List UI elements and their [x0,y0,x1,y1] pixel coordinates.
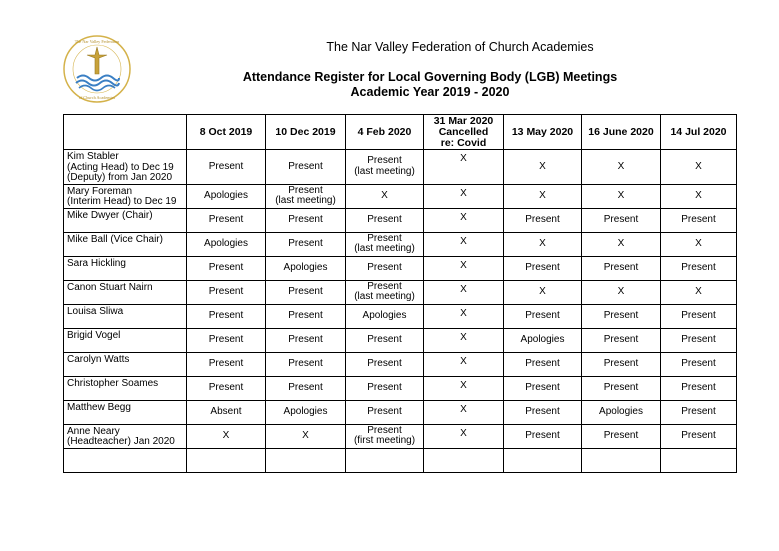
attendance-cell [661,424,737,448]
attendance-table [63,114,737,473]
attendance-value: X [695,237,702,249]
attendance-value: Present [288,381,323,393]
attendance-cell [266,400,346,424]
organisation-name: The Nar Valley Federation of Church Academies [326,40,594,54]
member-name-line: Mike Ball (Vice Chair) [67,233,163,245]
attendance-value: Present [603,261,639,273]
table-row [64,424,737,448]
attendance-value: X [539,160,546,172]
attendance-value: Present [208,333,244,345]
member-name-cell [64,208,187,232]
attendance-value: Present [208,261,244,273]
attendance-cell [266,328,346,352]
attendance-cell [266,304,346,328]
member-name-line: Mary Foreman [67,185,133,197]
attendance-value: X [695,189,702,201]
member-name-line: (Deputy) from Jan 2020 [67,172,173,183]
attendance-cell [187,256,266,280]
attendance-cell [424,352,504,376]
table-row [64,232,737,256]
column-header [187,115,266,150]
federation-logo [62,34,132,104]
attendance-cell [582,376,661,400]
attendance-cell [424,376,504,400]
attendance-value: Apologies [362,309,407,321]
attendance-cell [582,232,661,256]
column-header [582,115,661,150]
attendance-value: Present [367,155,402,167]
attendance-cell [187,150,266,185]
table-row [64,208,737,232]
attendance-cell [504,184,582,208]
table-row [64,184,737,208]
attendance-cell [187,232,266,256]
attendance-cell [346,448,424,472]
member-name-cell [64,256,187,280]
attendance-cell [346,376,424,400]
attendance-value: X [460,355,467,367]
attendance-value: Present [525,213,560,225]
column-header [504,115,582,150]
attendance-cell [424,208,504,232]
attendance-value: Present [208,309,244,321]
member-name-line: (Headteacher) Jan 2020 [67,436,175,447]
logo-lettering-bottom: of Church Academies [78,95,116,100]
attendance-cell [187,184,266,208]
member-name-line: Carolyn Watts [67,353,130,365]
attendance-cell [582,208,661,232]
attendance-value: X [460,187,467,199]
attendance-cell [424,304,504,328]
column-header [266,115,346,150]
column-header-line: 4 Feb 2020 [357,125,412,138]
member-name-cell [64,424,187,448]
attendance-value: Present [367,424,402,436]
attendance-cell [346,232,424,256]
attendance-cell [266,448,346,472]
table-row [64,376,737,400]
attendance-value: X [617,160,625,172]
attendance-value: Present [525,405,560,417]
attendance-cell [504,448,582,472]
table-row [64,400,737,424]
attendance-cell [504,328,582,352]
member-name-cell [64,400,187,424]
attendance-value: Present [603,213,639,225]
column-header-line: 13 May 2020 [511,125,574,138]
member-name-line: Matthew Begg [67,401,131,413]
attendance-cell [661,400,737,424]
attendance-cell [187,400,266,424]
attendance-value: Apologies [599,405,643,417]
attendance-value: X [460,153,467,164]
table-row [64,150,737,185]
member-name-cell [64,150,187,185]
attendance-value: Present [603,429,639,441]
attendance-value: Present [681,261,716,273]
attendance-cell [504,256,582,280]
attendance-value: X [617,189,625,201]
attendance-value: Present [367,213,402,225]
attendance-value: Present [525,309,560,321]
column-header [661,115,737,150]
member-name-line: Canon Stuart Nairn [67,281,153,293]
attendance-cell [187,424,266,448]
member-name-cell [64,448,187,472]
logo-lettering: The Nar Valley Federation [74,39,120,44]
attendance-cell [504,376,582,400]
attendance-value: Present [288,237,323,249]
attendance-cell [346,256,424,280]
attendance-cell [661,280,737,304]
member-name-line: Kim Stabler [67,151,119,162]
attendance-cell [661,232,737,256]
member-name-cell [64,184,187,208]
attendance-cell [582,280,661,304]
attendance-cell [661,448,737,472]
attendance-cell [582,400,661,424]
table-row [64,256,737,280]
attendance-cell [582,448,661,472]
attendance-value: (last meeting) [354,243,415,254]
member-name-cell [64,328,187,352]
title-line-2: Academic Year 2019 - 2020 [350,85,510,99]
attendance-value: Present [367,280,402,292]
attendance-value: Present [288,213,323,225]
attendance-value: Absent [210,405,242,417]
attendance-cell [424,184,504,208]
attendance-value: Present [208,285,244,297]
attendance-value: (last meeting) [354,291,415,302]
attendance-value: X [695,160,702,172]
column-header-line: 31 Mar 2020 [433,114,494,127]
attendance-cell [661,376,737,400]
column-header-line: 14 Jul 2020 [670,125,727,138]
attendance-cell [582,304,661,328]
attendance-cell [582,150,661,185]
attendance-value: Present [681,357,716,369]
column-header-line: re: Covid [440,136,487,149]
attendance-value: Apologies [283,405,328,417]
column-header [424,115,504,150]
attendance-cell [266,424,346,448]
member-name-line: Anne Neary [67,425,120,437]
attendance-cell [187,304,266,328]
attendance-value: Present [208,213,244,225]
attendance-value: X [539,285,546,297]
member-name-line: (Acting Head) to Dec 19 [67,161,174,173]
attendance-cell [187,352,266,376]
attendance-cell [504,424,582,448]
attendance-value: Present [681,429,716,441]
attendance-cell [582,424,661,448]
attendance-cell [504,208,582,232]
attendance-value: (last meeting) [275,195,336,206]
attendance-value: (first meeting) [353,435,416,446]
attendance-cell [266,352,346,376]
attendance-value: Present [603,381,639,393]
attendance-cell [661,304,737,328]
attendance-cell [266,208,346,232]
attendance-value: Present [681,405,716,417]
attendance-value: X [460,379,467,391]
attendance-cell [504,280,582,304]
attendance-value: Apologies [204,189,248,201]
attendance-value: X [460,235,467,247]
attendance-value: Present [288,309,323,321]
member-name-cell [64,232,187,256]
attendance-cell [424,448,504,472]
attendance-value: X [617,237,625,249]
attendance-value: Present [603,357,639,369]
table-row [64,304,737,328]
attendance-value: X [460,259,467,271]
member-name-line: Brigid Vogel [67,329,121,341]
attendance-cell [504,400,582,424]
attendance-cell [266,232,346,256]
attendance-value: Present [681,381,716,393]
attendance-cell [424,400,504,424]
attendance-cell [424,424,504,448]
attendance-cell [424,280,504,304]
column-header [64,115,187,150]
member-name-line: (Interim Head) to Dec 19 [67,196,177,207]
attendance-value: X [539,237,546,249]
attendance-cell [504,352,582,376]
attendance-cell [504,304,582,328]
attendance-value: X [381,189,388,201]
table-row [64,280,737,304]
attendance-cell [346,304,424,328]
table-row [64,352,737,376]
attendance-value: X [460,331,467,343]
title-line-1: Attendance Register for Local Governing Body (LGB) Meetings [242,70,618,84]
member-name-line: Sara Hickling [67,257,126,269]
attendance-value: Present [288,285,323,297]
attendance-value: Present [367,357,402,369]
attendance-cell [582,256,661,280]
attendance-cell [346,184,424,208]
member-name-line: Mike Dwyer (Chair) [67,209,153,221]
page-title [180,70,680,100]
attendance-cell [346,424,424,448]
table-row [64,448,737,472]
attendance-value: X [539,189,546,201]
attendance-cell [661,150,737,185]
attendance-value: X [460,427,467,439]
attendance-value: X [460,211,467,223]
attendance-cell [424,256,504,280]
attendance-cell [346,352,424,376]
attendance-value: Present [681,213,716,225]
attendance-cell [661,256,737,280]
attendance-value: Present [208,381,244,393]
member-name-line: Christopher Soames [67,377,159,389]
attendance-cell [661,328,737,352]
attendance-value: Present [681,309,716,321]
attendance-cell [266,256,346,280]
attendance-cell [504,150,582,185]
attendance-value: Present [603,333,639,345]
member-name-cell [64,280,187,304]
attendance-cell [266,150,346,185]
attendance-value: Present [288,333,323,345]
attendance-value: X [302,429,309,441]
attendance-cell [187,280,266,304]
attendance-value: Present [525,381,560,393]
attendance-cell [582,328,661,352]
column-header-line: 8 Oct 2019 [199,125,253,138]
attendance-value: Apologies [520,333,565,345]
attendance-value: X [460,283,467,295]
attendance-cell [187,376,266,400]
attendance-value: X [695,285,702,297]
attendance-value: Present [525,261,560,273]
attendance-cell [346,280,424,304]
attendance-cell [266,376,346,400]
column-header-line: 10 Dec 2019 [275,125,336,138]
attendance-cell [346,150,424,185]
attendance-cell [661,208,737,232]
attendance-cell [424,328,504,352]
table-header-row [64,115,737,150]
attendance-value: (last meeting) [354,165,415,177]
attendance-value: Present [367,381,402,393]
attendance-cell [661,184,737,208]
attendance-value: Present [603,309,639,321]
attendance-value: Apologies [283,261,328,273]
attendance-cell [187,328,266,352]
attendance-cell [266,184,346,208]
member-name-cell [64,304,187,328]
attendance-value: X [460,403,467,415]
attendance-value: X [617,285,625,297]
attendance-cell [424,232,504,256]
attendance-value: Present [288,357,323,369]
attendance-cell [582,184,661,208]
attendance-cell [266,280,346,304]
attendance-value: Present [681,333,716,345]
attendance-cell [346,208,424,232]
column-header-line: 16 June 2020 [588,125,654,138]
attendance-value: Present [208,357,244,369]
attendance-cell [661,352,737,376]
attendance-value: Present [288,184,323,196]
attendance-value: Apologies [204,237,248,249]
column-header [346,115,424,150]
member-name-line: Louisa Sliwa [67,305,124,317]
attendance-cell [187,448,266,472]
attendance-cell [504,232,582,256]
attendance-value: X [460,307,467,319]
attendance-value: Present [367,333,402,345]
attendance-value: Present [288,160,323,172]
attendance-value: Present [367,232,402,244]
member-name-cell [64,352,187,376]
attendance-value: Present [525,357,560,369]
table-row [64,328,737,352]
column-header-line: Cancelled [438,125,489,138]
attendance-value: Present [367,261,402,273]
member-name-cell [64,376,187,400]
attendance-cell [424,150,504,185]
attendance-cell [346,328,424,352]
attendance-value: Present [525,429,560,441]
attendance-cell [582,352,661,376]
attendance-cell [346,400,424,424]
attendance-value: Present [367,405,402,417]
attendance-cell [187,208,266,232]
attendance-value: Present [208,160,244,172]
attendance-value: X [222,429,230,441]
